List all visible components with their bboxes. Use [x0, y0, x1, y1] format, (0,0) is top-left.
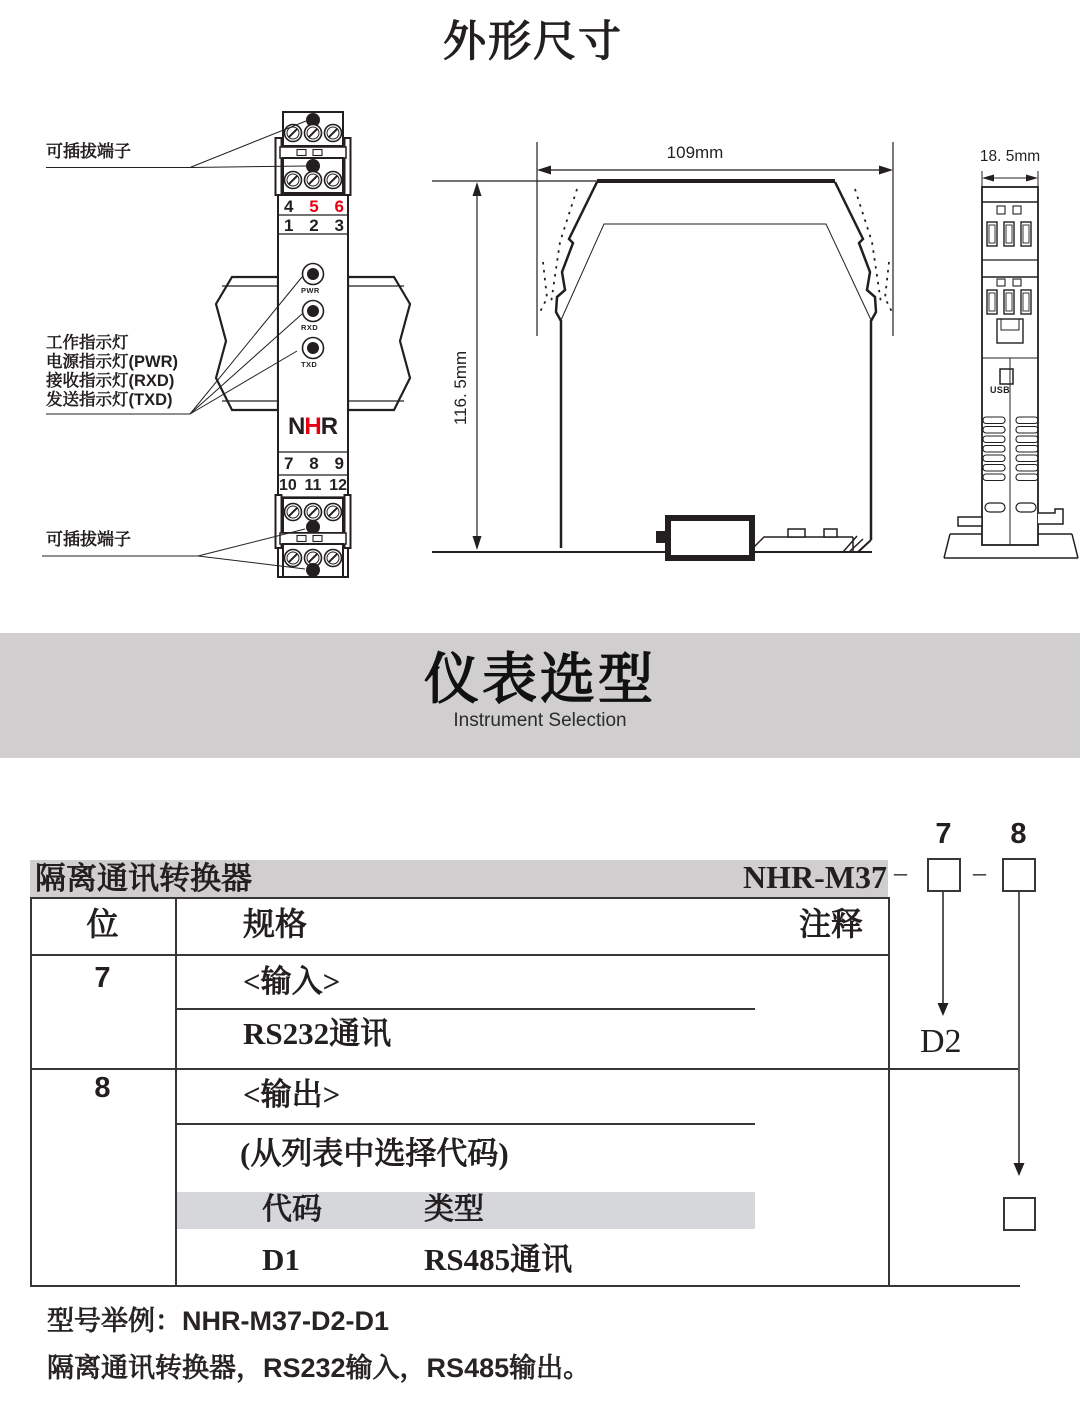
- banner-title: 仪表选型: [423, 648, 656, 710]
- side-profile-drawing: [432, 142, 893, 558]
- row7-item: RS232通讯: [243, 1016, 392, 1051]
- pluggable-terminal-label-bottom: 可插拔端子: [46, 530, 131, 549]
- nhr-logo-n: N: [288, 413, 305, 440]
- nhr-logo: [288, 413, 337, 441]
- model-example-description: 隔离通讯转换器，RS232输入，RS485输出。: [47, 1353, 591, 1383]
- table-row7-subdivider: [177, 1008, 755, 1010]
- indicator-label-pwr: 电源指示灯(PWR): [46, 353, 178, 371]
- nhr-logo-h: H: [304, 413, 321, 440]
- terminal-5: 5: [309, 197, 319, 216]
- table-header-divider: [30, 954, 890, 956]
- model-number: NHR-M37: [743, 859, 887, 895]
- terminal-9: 9: [334, 454, 344, 473]
- terminal-4: 4: [284, 197, 294, 216]
- dimension-width: 109mm: [666, 143, 724, 162]
- column-header-spec: 规格: [243, 906, 308, 942]
- terminal-numbers-123: [284, 216, 344, 236]
- table-bottom-extension: [888, 1285, 1020, 1287]
- row8-group: <输出>: [243, 1077, 341, 1112]
- dimension-depth: 18. 5mm: [979, 148, 1041, 165]
- end-view-drawing: [944, 171, 1078, 558]
- terminal-numbers-789: [284, 454, 344, 474]
- row8-position: 8: [94, 1072, 111, 1104]
- code-d1-value: D1: [262, 1242, 300, 1277]
- led-label-pwr: PWR: [301, 286, 320, 295]
- code-d1-type: RS485通讯: [424, 1242, 573, 1277]
- led-label-txd: TXD: [301, 360, 318, 369]
- terminal-1: 1: [284, 216, 294, 235]
- table-row8-subdivider: [177, 1123, 755, 1125]
- outline-drawing: [0, 0, 1080, 620]
- position-7-label: 7: [935, 818, 952, 850]
- indicator-label-rxd: 接收指示灯(RXD): [46, 372, 175, 390]
- position-8-label: 8: [1010, 818, 1027, 850]
- model-example-line: 型号举例：NHR-M37-D2-D1: [47, 1306, 390, 1336]
- led-label-rxd: RXD: [301, 323, 319, 332]
- product-name: 隔离通讯转换器: [35, 861, 252, 896]
- terminal-numbers-101112: [279, 477, 347, 495]
- column-header-position: 位: [86, 906, 119, 942]
- usb-label: USB: [990, 385, 1010, 395]
- row7-position: 7: [94, 962, 111, 994]
- terminal-numbers-456: [284, 197, 344, 217]
- indicator-label-work: 工作指示灯: [46, 334, 129, 352]
- terminal-7: 7: [284, 454, 294, 473]
- section-banner: [0, 633, 1080, 758]
- nhr-logo-r: R: [320, 413, 338, 440]
- code-column-header: 代码: [262, 1193, 322, 1226]
- row8-hint: (从列表中选择代码): [240, 1136, 509, 1171]
- terminal-12: 12: [329, 477, 347, 494]
- column-header-note: 注释: [798, 906, 863, 942]
- table-row-divider-78: [30, 1068, 1018, 1070]
- dimension-height: 116. 5mm: [451, 350, 471, 426]
- code-value-d2: D2: [920, 1023, 962, 1060]
- page-title: 外形尺寸: [443, 18, 623, 66]
- indicator-label-txd: 发送指示灯(TXD): [46, 391, 173, 409]
- terminal-10: 10: [279, 477, 297, 494]
- terminal-6: 6: [334, 197, 344, 216]
- terminal-11: 11: [304, 477, 322, 494]
- pluggable-terminal-label-top: 可插拔端子: [46, 142, 131, 161]
- model-dash-2: –: [973, 858, 986, 887]
- terminal-3: 3: [334, 216, 344, 235]
- model-dash-1: –: [894, 858, 907, 887]
- terminal-8: 8: [309, 454, 319, 473]
- terminal-2: 2: [309, 216, 319, 235]
- type-column-header: 类型: [424, 1193, 484, 1226]
- banner-subtitle: Instrument Selection: [453, 710, 627, 731]
- row7-group: <输入>: [243, 964, 341, 999]
